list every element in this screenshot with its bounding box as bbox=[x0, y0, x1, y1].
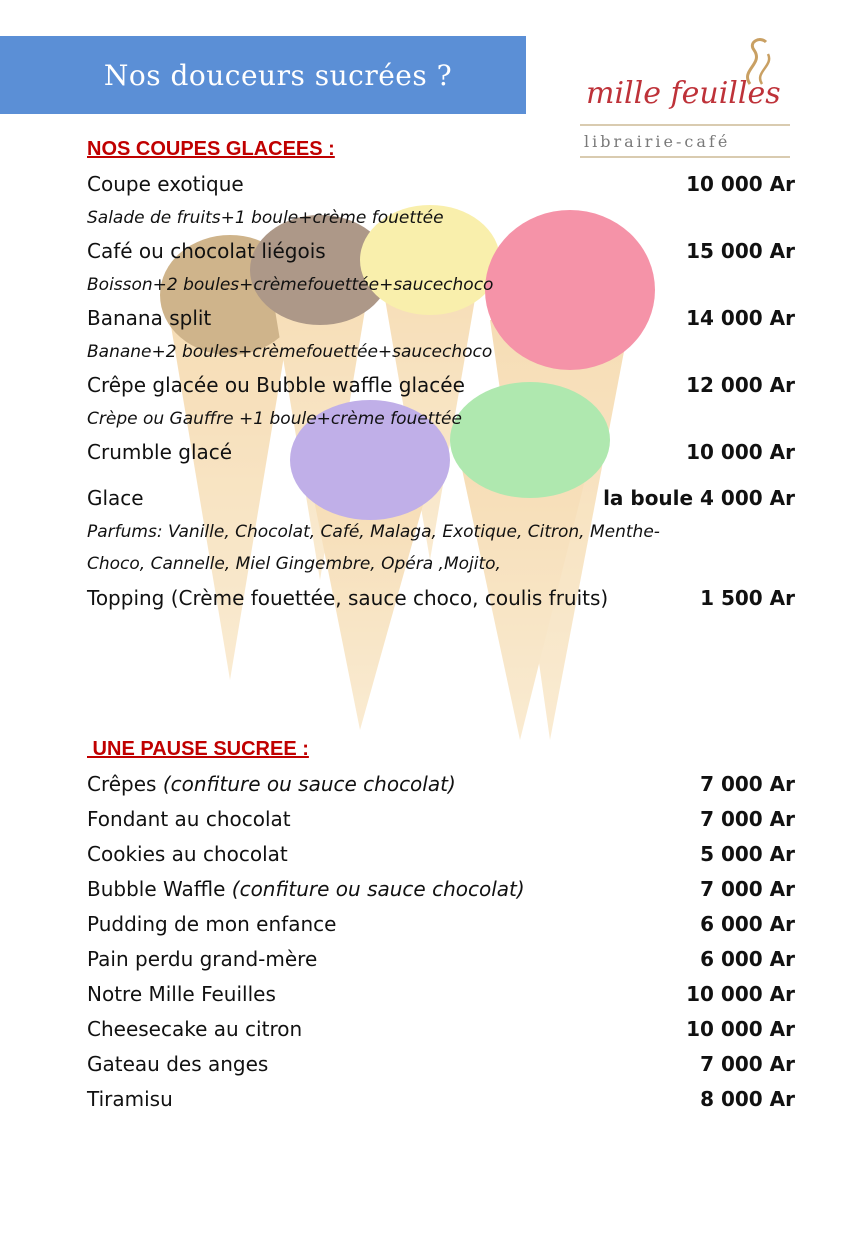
item-price: 15 000 Ar bbox=[686, 239, 795, 263]
item-price: 7 000 Ar bbox=[700, 772, 795, 796]
item-description: Boisson+2 boules+crèmefouettée+saucechoco bbox=[87, 275, 494, 295]
item-price: 7 000 Ar bbox=[700, 807, 795, 831]
menu-item-glace bbox=[87, 486, 795, 510]
item-price: la boule 4 000 Ar bbox=[603, 486, 795, 510]
item-price: 12 000 Ar bbox=[686, 373, 795, 397]
item-name: Café ou chocolat liégois bbox=[87, 239, 326, 263]
item-price: 6 000 Ar bbox=[700, 912, 795, 936]
item-name: Tiramisu bbox=[87, 1087, 173, 1111]
item-name: Coupe exotique bbox=[87, 172, 244, 196]
logo-tagline: librairie-café bbox=[584, 132, 731, 151]
item-note: (confiture ou sauce chocolat) bbox=[162, 772, 456, 796]
item-note: (confiture ou sauce chocolat) bbox=[231, 877, 525, 901]
item-name: Topping (Crème fouettée, sauce choco, coulis fruits) bbox=[87, 586, 609, 610]
mille-feuilles-logo bbox=[580, 36, 796, 166]
menu-item bbox=[87, 1052, 795, 1076]
menu-item bbox=[87, 1017, 795, 1041]
item-name: Crêpes (confiture ou sauce chocolat) bbox=[87, 772, 456, 796]
item-description: Salade de fruits+1 boule+crème fouettée bbox=[87, 208, 444, 228]
item-name: Notre Mille Feuilles bbox=[87, 982, 276, 1006]
item-name: Fondant au chocolat bbox=[87, 807, 291, 831]
section-title-coupes: NOS COUPES GLACEES : bbox=[87, 138, 335, 160]
item-price: 7 000 Ar bbox=[700, 877, 795, 901]
menu-item bbox=[87, 239, 795, 263]
page-title: Nos douceurs sucrées ? bbox=[103, 58, 453, 92]
menu-item bbox=[87, 842, 795, 866]
flavours-line: Parfums: Vanille, Chocolat, Café, Malaga, Exotique, Citron, Menthe- bbox=[87, 522, 660, 542]
item-price: 10 000 Ar bbox=[686, 440, 795, 464]
item-price: 10 000 Ar bbox=[686, 1017, 795, 1041]
title-banner bbox=[0, 36, 526, 114]
menu-item bbox=[87, 1087, 795, 1111]
item-name: Pain perdu grand-mère bbox=[87, 947, 318, 971]
item-name: Glace bbox=[87, 486, 144, 510]
item-price: 5 000 Ar bbox=[700, 842, 795, 866]
menu-item bbox=[87, 306, 795, 330]
menu-item bbox=[87, 877, 795, 901]
item-name: Cheesecake au citron bbox=[87, 1017, 303, 1041]
item-price: 8 000 Ar bbox=[700, 1087, 795, 1111]
item-price: 7 000 Ar bbox=[700, 1052, 795, 1076]
item-price: 10 000 Ar bbox=[686, 172, 795, 196]
menu-item bbox=[87, 172, 795, 196]
item-name: Cookies au chocolat bbox=[87, 842, 288, 866]
item-price: 1 500 Ar bbox=[700, 586, 795, 610]
item-name: Bubble Waffle (confiture ou sauce chocolat) bbox=[87, 877, 525, 901]
menu-item bbox=[87, 912, 795, 936]
item-description: Crèpe ou Gauffre +1 boule+crème fouettée bbox=[87, 409, 462, 429]
section-title-pause: UNE PAUSE SUCREE : bbox=[87, 738, 309, 760]
item-name: Gateau des anges bbox=[87, 1052, 269, 1076]
flavours-line: Choco, Cannelle, Miel Gingembre, Opéra ,Mojito, bbox=[87, 554, 501, 574]
menu-item bbox=[87, 947, 795, 971]
item-name: Banana split bbox=[87, 306, 212, 330]
menu-item bbox=[87, 807, 795, 831]
item-description: Banane+2 boules+crèmefouettée+saucechoco bbox=[87, 342, 493, 362]
item-name: Crumble glacé bbox=[87, 440, 233, 464]
item-price: 10 000 Ar bbox=[686, 982, 795, 1006]
menu-item-topping bbox=[87, 586, 795, 610]
item-name: Pudding de mon enfance bbox=[87, 912, 337, 936]
item-name: Crêpe glacée ou Bubble waffle glacée bbox=[87, 373, 465, 397]
item-price: 6 000 Ar bbox=[700, 947, 795, 971]
menu-item bbox=[87, 440, 795, 464]
item-price: 14 000 Ar bbox=[686, 306, 795, 330]
menu-item bbox=[87, 772, 795, 796]
menu-item bbox=[87, 373, 795, 397]
menu-item bbox=[87, 982, 795, 1006]
logo-name: mille feuilles bbox=[586, 76, 781, 111]
